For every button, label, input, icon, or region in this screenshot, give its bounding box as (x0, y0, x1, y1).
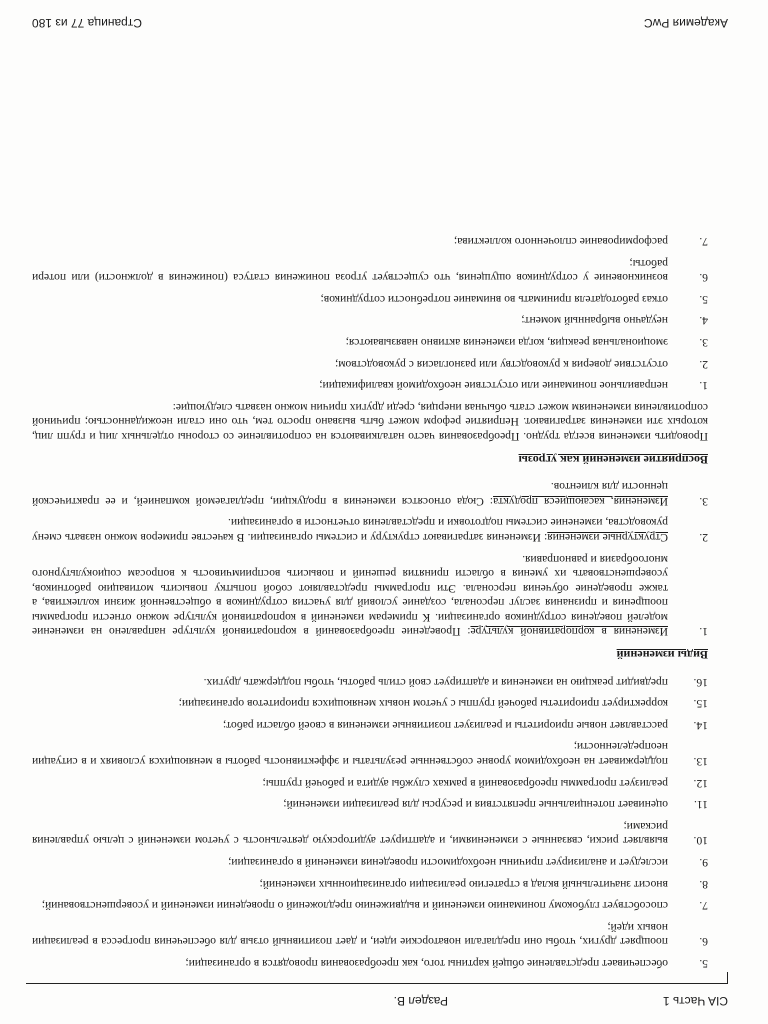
list-item-text: исследует и анализирует причины необходимости проведения изменений в организации; (228, 856, 668, 870)
list-item (32, 797, 708, 812)
list-item-text: корректирует приоритеты рабочей группы с учетом новых меняющихся приоритетов организации; (178, 697, 668, 711)
footer-page-number: Страница 77 из 180 (32, 16, 142, 30)
list-item (32, 255, 708, 284)
list-item (32, 775, 708, 790)
list-item-number: 7. (699, 899, 708, 913)
list-item-number: 3. (699, 494, 708, 508)
header-rule-tick (727, 972, 728, 984)
list-item-number: 10. (693, 834, 708, 848)
list-item-number: 2. (699, 530, 708, 544)
list-item-text: выявляет риски, связанные с изменениями, и адаптирует аудиторскую деятельность с учетом изменений с целью управления рисками; (32, 819, 668, 848)
resistance-paragraph: Проводить изменения всегда трудно. Преобразования часто наталкиваются на сопротивление со стороны отдельных лиц и групп лиц, которых эти изменения затрагивают. Неприятие реформ может быть вызвано просто тем, что они стали неожиданностью; причиной сопротивления изменениям может стать обычная инерция, среди других причин можно назвать следующие: (32, 400, 708, 443)
list-item-number: 14. (693, 718, 708, 732)
list-item-text: реализует программы преобразований в рамках службы аудита и рабочей группы; (262, 776, 668, 790)
list-item-text: вносит значительный вклад в стратегию реализации организационных изменений; (259, 877, 668, 891)
header-course: CIA Часть 1 (662, 994, 728, 1008)
list-item (32, 717, 708, 732)
list-item-text: расставляет новые приоритеты и реализует позитивные изменения в своей области работ; (222, 718, 668, 732)
list-item-text: неправильное понимание или отсутствие необходимой квалификации; (319, 379, 668, 393)
section-title-change-threat: Восприятие изменений как угрозы (518, 452, 708, 467)
list-item-text: эмоциональная реакция, когда изменения активно навязываются; (345, 336, 668, 349)
list-item-number: 5. (699, 292, 708, 306)
list-item-number: 8. (699, 877, 708, 891)
list-item-number: 6. (699, 271, 708, 285)
list-item-number: 7. (699, 235, 708, 249)
list-item-number: 9. (699, 856, 708, 870)
page-content (32, 226, 708, 970)
list-item (32, 515, 708, 544)
list-item (32, 955, 708, 970)
section-title-change-types: Виды изменений (616, 648, 708, 663)
header-section: Раздел В. (393, 994, 448, 1008)
list-item-number: 16. (693, 675, 708, 689)
list-item (32, 356, 708, 371)
list-item (32, 696, 708, 711)
list-item-text: : Изменения затрагивают структуру и системы организации. В качестве примеров можно назвать смену руководства, изменение системы подготовки и представления отчетности в организации. (32, 516, 668, 544)
list-item-text: возникновение у сотрудников ощущения, что существует угроза понижения статуса (понижения в должности) или потери работы; (32, 256, 668, 285)
list-item (32, 313, 708, 328)
list-item-number: 11. (693, 798, 708, 812)
list-item-number: 5. (699, 957, 708, 970)
list-item-text: отказ работодателя принимать во внимание потребности сотрудников; (320, 292, 668, 306)
competency-list (32, 674, 708, 970)
header-rule (26, 983, 728, 984)
list-item-text: : Проведение преобразований в корпоративной культуре направлено на изменение моделей поведения сотрудников организации. К примерам изменений в корпоративной культуре можно отнести программы поощрения и признания заслуг персонала, создание условий для участия сотрудников в общественной жизни коллектива, а также проведение обучения персонала. Эти программы представляют собой попытку повысить мотивацию работников, усовершенствовать их умения в области принятия решений и повысить восприимчивость к вопросам социокультурного многообразия и равноправия. (32, 552, 668, 639)
list-item (32, 876, 708, 891)
list-item (32, 551, 708, 639)
change-types-list (32, 479, 708, 639)
list-item (32, 334, 708, 349)
list-item-text: обеспечивает представление общей картины того, как преобразования проводятся в организации; (185, 957, 668, 970)
list-item (32, 898, 708, 913)
list-item-lead: Структурные изменения (547, 530, 668, 544)
list-item-text: предвидит реакцию на изменения и адаптирует свой стиль работы, чтобы поддержать других. (203, 675, 668, 689)
footer-publisher: Академия PwC (644, 16, 728, 30)
list-item-lead: Изменения, касающиеся продукта (493, 494, 668, 508)
list-item-number: 15. (693, 697, 708, 711)
list-item (32, 919, 708, 948)
list-item (32, 854, 708, 869)
list-item-text: : Сюда относятся изменения в продукции, предлагаемой компанией, и ее практической ценности для клиентов. (31, 480, 668, 508)
list-item-text: поддерживает на необходимом уровне собственные результаты и эффективность работы в меняющихся условиях и в ситуации неопределенности; (32, 740, 668, 769)
list-item-text: расформирование сплоченного коллектива; (453, 235, 668, 249)
list-item-number: 1. (699, 379, 708, 393)
resistance-reasons-list (32, 233, 708, 392)
list-item (32, 378, 708, 393)
list-item (32, 739, 708, 768)
list-item (32, 674, 708, 689)
list-item-lead: Изменения в корпоративной культуре (470, 625, 668, 639)
list-item-text: неудачно выбранный момент; (521, 314, 668, 328)
list-item-number: 12. (693, 776, 708, 790)
list-item-text: отсутствие доверия к руководству или разногласия с руководством; (335, 357, 668, 371)
list-item-number: 1. (699, 625, 708, 639)
list-item-text: поощряет других, чтобы они предлагали новаторские идеи, и дает позитивный отзыв для обеспечения прогресса в реализации новых идей; (32, 920, 668, 949)
list-item (32, 233, 708, 248)
list-item-number: 13. (693, 755, 708, 769)
list-item-number: 4. (699, 314, 708, 328)
list-item (32, 479, 708, 508)
list-item-number: 2. (699, 357, 708, 371)
list-item-number: 6. (699, 935, 708, 949)
list-item-number: 3. (699, 336, 708, 349)
list-item-text: оценивает потенциальные препятствия и ресурсы для реализации изменений; (283, 798, 668, 812)
list-item (32, 818, 708, 847)
list-item-text: способствует глубокому пониманию изменений и выдвижению предложений о проведении изменений и усовершенствований; (41, 899, 668, 913)
list-item (32, 291, 708, 306)
